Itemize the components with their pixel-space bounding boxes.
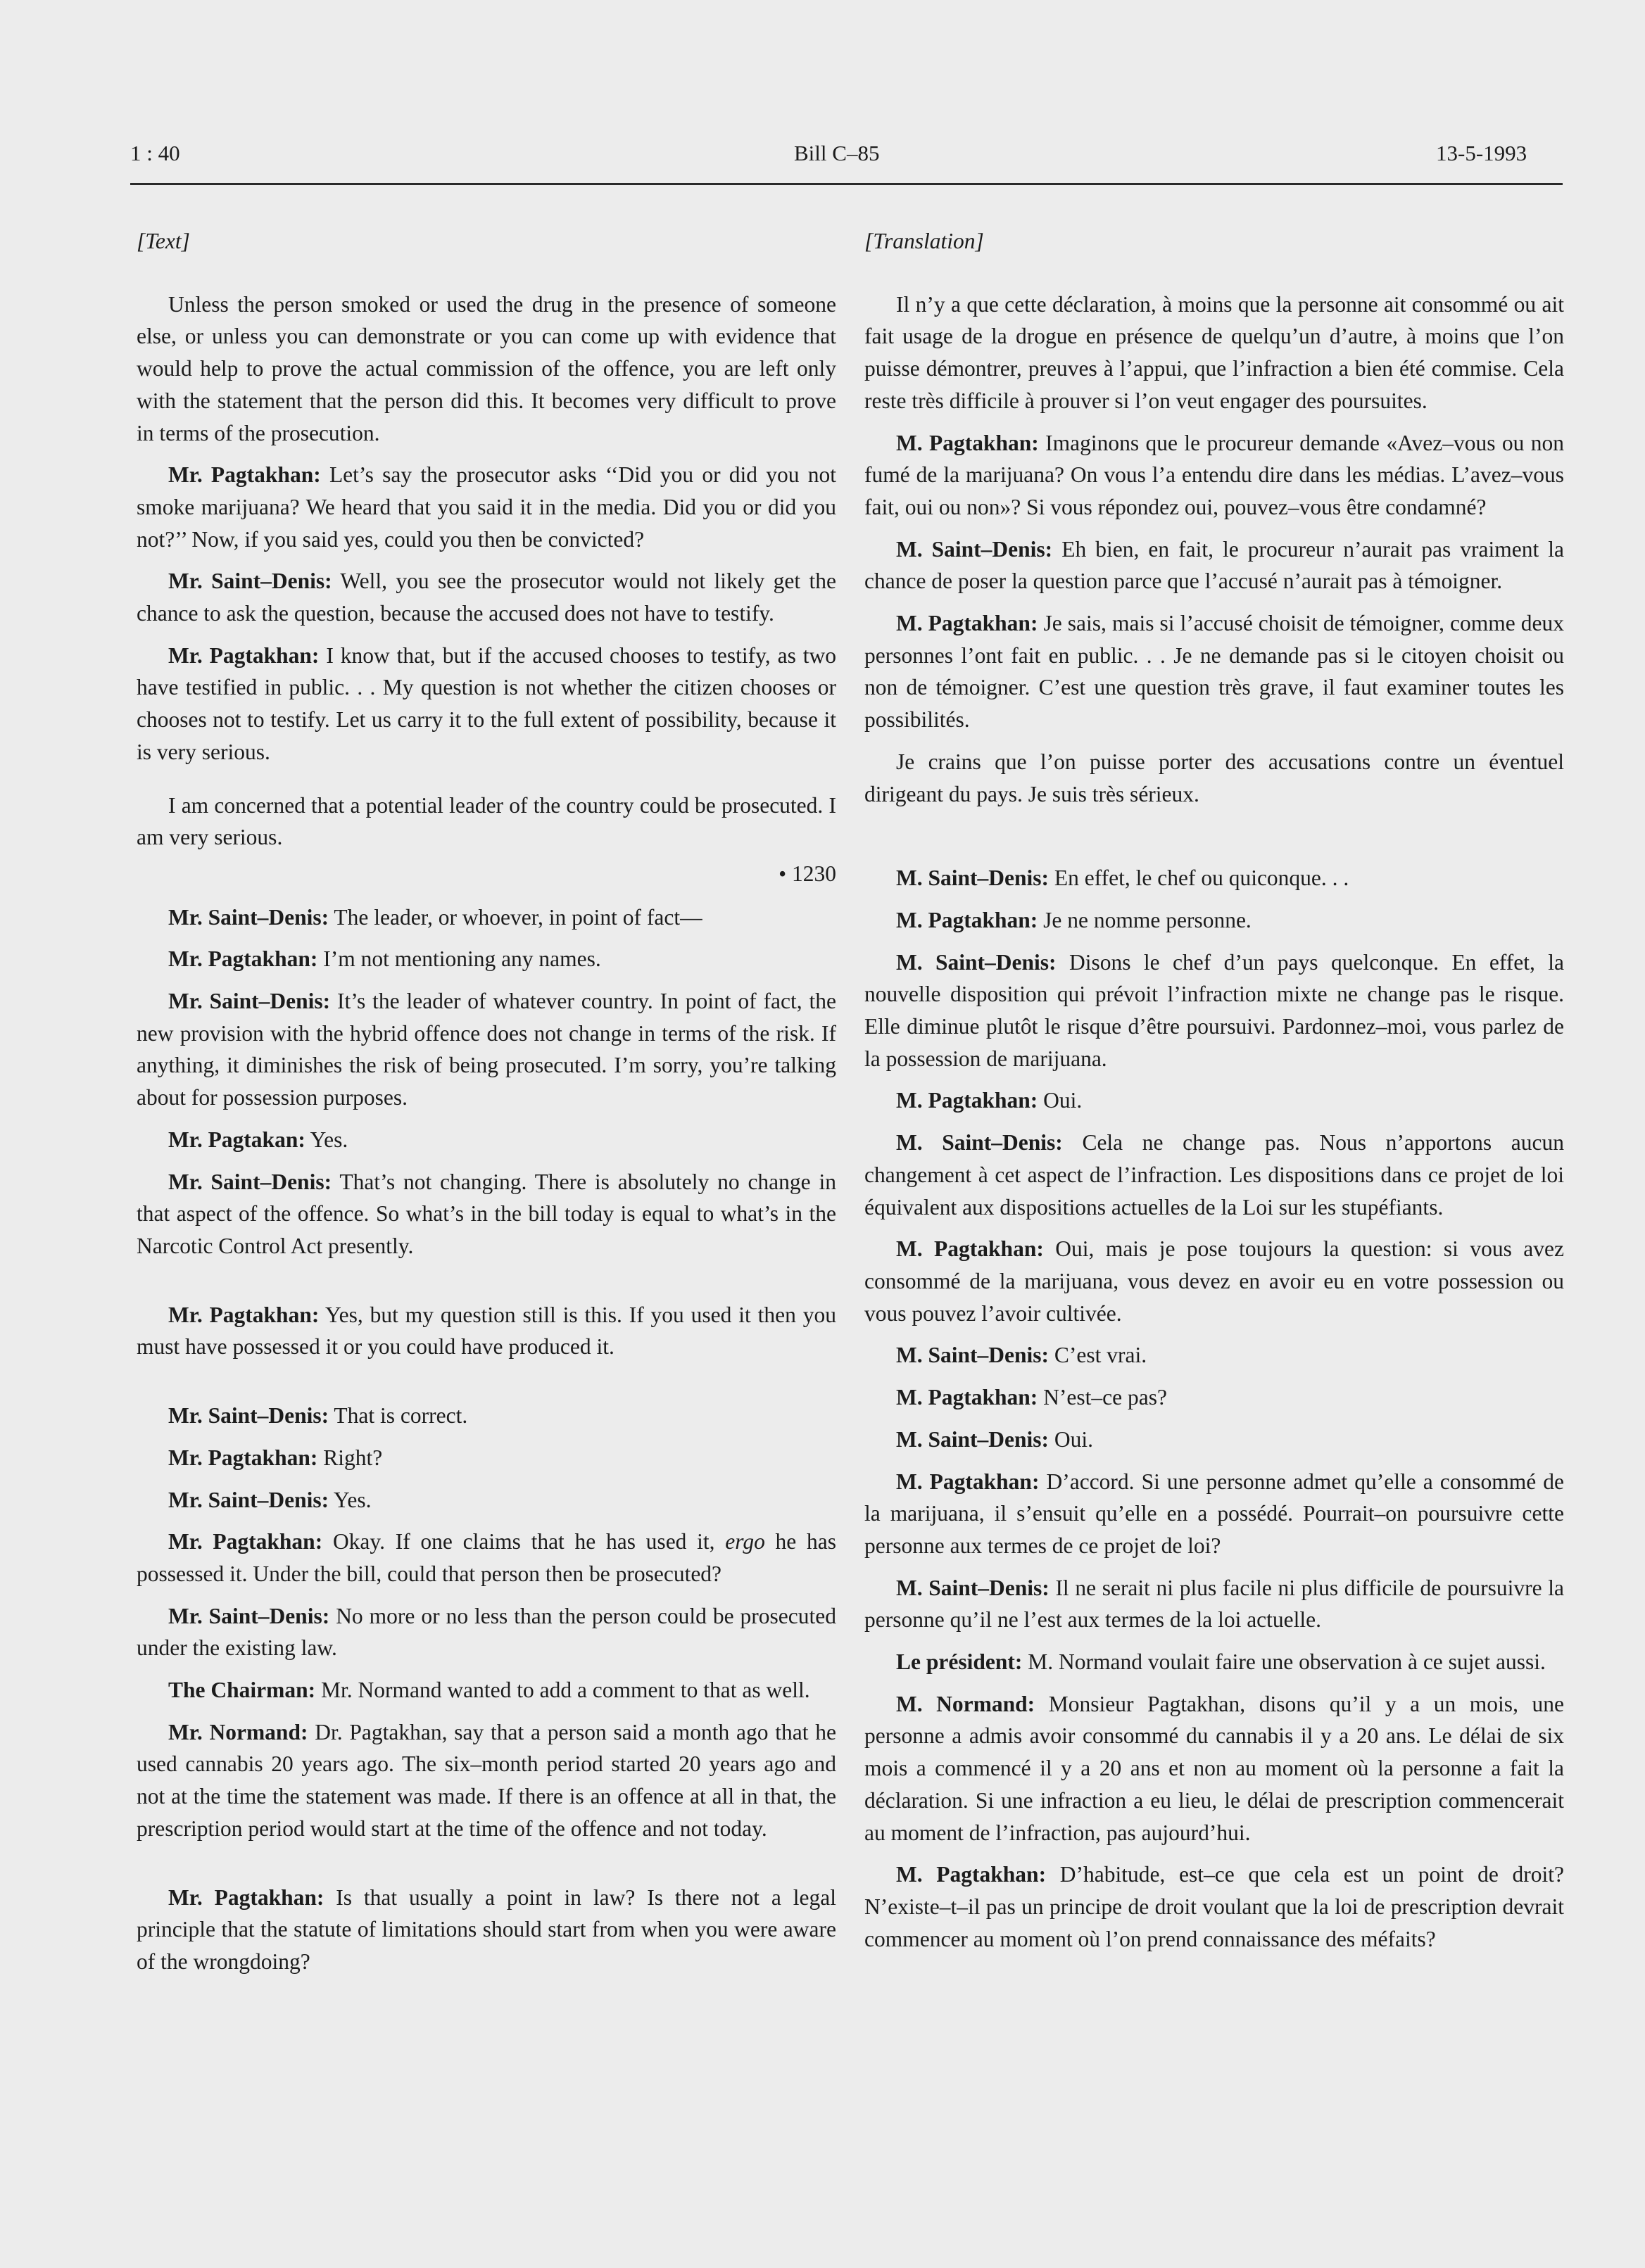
paragraph (137, 1484, 836, 1516)
speaker: M. Saint–Denis: (896, 1575, 1050, 1600)
speaker: Mr. Saint–Denis: (168, 1169, 332, 1194)
statement: Oui, mais je pose toujours la question: si vous avez consommé de la marijuana, vous devez en avoir eu en votre possession ou vous pouvez l’avoir cultivée. (864, 1236, 1564, 1326)
paragraph (864, 862, 1564, 894)
speaker: Mr. Pagtakhan: (168, 462, 321, 488)
page-date: 13-5-1993 (1436, 141, 1527, 165)
statement: Eh bien, en fait, le procureur n’aurait pas vraiment la chance de poser la question parce que l’accusé n’aurait pas à témoigner. (864, 536, 1564, 594)
statement: D’accord. Si une personne admet qu’elle a consommé de la marijuana, il s’ensuit qu’elle en a possédé. Pourrait–on poursuivre cette personne aux termes de ce projet de loi? (864, 1469, 1565, 1558)
speaker: M. Saint–Denis: (896, 949, 1057, 975)
paragraph (137, 1442, 836, 1474)
column-heading: [Translation] (864, 229, 984, 253)
paragraph (137, 985, 836, 1114)
statement: Disons le chef d’un pays quelconque. En effet, la nouvelle disposition qui prévoit l’infraction mixte ne change pas le risque. Elle diminue plutôt le risque d’être poursuivi. Pardonnez–moi, vous parlez de la possession de marijuana. (864, 949, 1564, 1071)
speaker: M. Saint–Denis: (896, 866, 1050, 891)
statement: Cela ne change pas. Nous n’apportons aucun changement à cet aspect de l’infraction. Les dispositions dans ce projet de loi équivalent aux dispositions actuelles de la Loi sur les stupéfiants. (864, 1130, 1564, 1219)
english-column (137, 225, 836, 1988)
statement: It’s the leader of whatever country. In point of fact, the new provision with the hybrid offence does not change in terms of the risk. If anything, it diminishes the risk of being prosecuted. I’m sorry, you’re talking about for possession purposes. (137, 989, 836, 1110)
statement: Let’s say the prosecutor asks ‘‘Did you or did you not smoke marijuana? We heard that you said it in the media. Did you or did you not?’’ Now, if you said yes, could you then be convicted? (137, 462, 836, 552)
statement: Il ne serait ni plus facile ni plus difficile de poursuivre la personne qu’il ne l’est aux termes de la loi actuelle. (864, 1575, 1564, 1633)
statement: M. Normand voulait faire une observation à ce sujet aussi. (1028, 1649, 1546, 1675)
paragraph (864, 1339, 1564, 1371)
time-marker: • 1230 (779, 861, 836, 886)
statement: The leader, or whoever, in point of fact— (334, 904, 702, 930)
paragraph (864, 533, 1564, 597)
statement: I know that, but if the accused chooses to testify, as two have testified in public. . . My question is not whether the citizen chooses or chooses not to testify. Let us carry it to the full extent of possibility, because it is very serious. (137, 642, 836, 764)
statement: I am concerned that a potential leader of the country could be prosecuted. I am very serious. (137, 792, 836, 850)
speaker: Le président: (896, 1649, 1023, 1675)
paragraph (137, 640, 836, 768)
speaker: M. Pagtakhan: (896, 1385, 1038, 1410)
statement: Oui. (1054, 1426, 1094, 1452)
paragraph (137, 1716, 836, 1845)
speaker: Mr. Pagtakan: (168, 1127, 305, 1152)
speaker: Mr. Pagtakhan: (168, 1884, 324, 1910)
statement: Okay. If one claims that he has used it, (332, 1529, 726, 1554)
spacer (137, 1373, 836, 1400)
paragraph (137, 459, 836, 555)
paragraph (137, 1124, 836, 1156)
paragraph (864, 1381, 1564, 1414)
speaker: Mr. Saint–Denis: (168, 989, 331, 1014)
speaker: Mr. Saint–Denis: (168, 904, 329, 930)
emphasis: ergo (725, 1529, 765, 1554)
paragraph (864, 946, 1564, 1075)
statement: I’m not mentioning any names. (323, 946, 601, 972)
speaker: Mr. Pagtakhan: (168, 1529, 323, 1554)
paragraph (864, 1127, 1564, 1223)
speaker: Mr. Saint–Denis: (168, 1487, 329, 1512)
statement: No more or no less than the person could be prosecuted under the existing law. (137, 1603, 836, 1661)
speaker: Mr. Pagtakhan: (168, 946, 318, 972)
speaker: M. Pagtakhan: (896, 907, 1038, 932)
speaker: Mr. Saint–Denis: (168, 1603, 330, 1628)
statement: That is correct. (334, 1403, 468, 1428)
spacer (137, 1855, 836, 1882)
paragraph (864, 1646, 1564, 1678)
speaker: Mr. Saint–Denis: (168, 1403, 329, 1428)
speaker: Mr. Pagtakhan: (168, 1302, 320, 1327)
speaker: M. Saint–Denis: (896, 1343, 1050, 1368)
statement: Right? (323, 1445, 383, 1470)
paragraph (864, 1233, 1564, 1329)
statement: Unless the person smoked or used the drug in the presence of someone else, or unless you can demonstrate or you can come up with evidence that would help to prove the actual commission of the offence, you are left only with the statement that the person did this. It becomes very difficult to prove in terms of the prosecution. (137, 291, 836, 445)
paragraph (864, 1572, 1564, 1636)
statement: Mr. Normand wanted to add a comment to that as well. (321, 1678, 810, 1703)
speaker: M. Pagtakhan: (896, 1088, 1038, 1113)
speaker: Mr. Saint–Denis: (168, 569, 332, 594)
paragraph (137, 289, 836, 450)
paragraph (137, 1166, 836, 1262)
speaker: M. Pagtakhan: (896, 1236, 1044, 1262)
speaker: M. Normand: (896, 1691, 1035, 1716)
statement: Imaginons que le procureur demande «Avez–vous ou non fumé de la marijuana? On vous l’a entendu dire dans les médias. L’avez–vous fait, oui ou non»? Si vous répondez oui, pouvez–vous être condamné? (864, 430, 1564, 519)
paragraph (137, 565, 836, 629)
paragraph (864, 1424, 1564, 1456)
statement: En effet, le chef ou quiconque. . . (1054, 866, 1349, 891)
paragraph (864, 289, 1564, 417)
paragraph (864, 607, 1564, 736)
speaker: The Chairman: (168, 1678, 316, 1703)
statement: Il n’y a que cette déclaration, à moins que la personne ait consommé ou ait fait usage de la drogue en présence de quelqu’un d’autre, à moins que l’on puisse démontrer, preuves à l’appui, que l’infraction a bien été commise. Cela reste très difficile à prouver si l’on veut engager des poursuites. (864, 291, 1564, 413)
paragraph (137, 1400, 836, 1432)
statement: That’s not changing. There is absolutely no change in that aspect of the offence. So what’s in the bill today is equal to what’s in the Narcotic Control Act presently. (137, 1169, 836, 1258)
statement: Je crains que l’on puisse porter des accusations contre un éventuel dirigeant du pays. Je suis très sérieux. (864, 749, 1564, 806)
statement: Yes, but my question still is this. If you used it then you must have possessed it or you could have produced it. (137, 1302, 836, 1360)
paragraph (864, 904, 1564, 937)
paragraph (137, 1882, 836, 1978)
page-number: 1 : 40 (130, 141, 180, 165)
paragraph (864, 427, 1564, 524)
speaker: M. Saint–Denis: (896, 1426, 1050, 1452)
statement: Yes. (333, 1487, 372, 1512)
speaker: Mr. Normand: (168, 1719, 308, 1744)
paragraph (137, 1674, 836, 1706)
paragraph (864, 746, 1564, 810)
statement: Well, you see the prosecutor would not likely get the chance to ask the question, because the accused does not have to testify. (137, 569, 836, 626)
statement: D’habitude, est–ce que cela est un point de droit? N’existe–t–il pas un principe de droit voulant que la loi de prescription devrait commencer au moment où l’on prend connaissance des méfaits? (864, 1862, 1564, 1951)
paragraph (864, 1858, 1564, 1955)
bill-title: Bill C–85 (794, 141, 880, 165)
speaker: M. Saint–Denis: (896, 536, 1053, 562)
paragraph (137, 1526, 836, 1590)
speaker: Mr. Pagtakhan: (168, 1445, 318, 1470)
column-heading: [Text] (137, 229, 190, 253)
paragraph (137, 1600, 836, 1664)
speaker: M. Pagtakhan: (896, 1469, 1040, 1494)
spacer (137, 1272, 836, 1299)
header-rule (130, 183, 1563, 185)
paragraph (137, 943, 836, 975)
statement: Yes. (310, 1127, 348, 1152)
speaker: Mr. Pagtakhan: (168, 642, 320, 668)
statement: Oui. (1043, 1088, 1083, 1113)
paragraph (137, 790, 836, 854)
statement: Je sais, mais si l’accusé choisit de témoigner, comme deux personnes l’ont fait en public. . . Je ne demande pas si le citoyen choisit ou non de témoigner. C’est une question très grave, il faut examiner toutes les possibilités. (864, 611, 1564, 733)
spacer (864, 820, 1564, 862)
speaker: M. Pagtakhan: (896, 1862, 1047, 1887)
statement: Je ne nomme personne. (1043, 907, 1252, 932)
paragraph (137, 1299, 836, 1363)
paragraph (864, 1084, 1564, 1117)
speaker: M. Pagtakhan: (896, 611, 1038, 636)
paragraph (137, 901, 836, 934)
statement: Dr. Pagtakhan, say that a person said a month ago that he used cannabis 20 years ago. The six–month period started 20 years ago and not at the time the statement was made. If there is an offence at all in that, the prescription period would start at the time of the offence and not today. (137, 1719, 837, 1841)
paragraph (864, 1688, 1564, 1849)
statement-continued: he has possessed it. Under the bill, could that person then be prosecuted? (137, 1529, 836, 1586)
statement: Is that usually a point in law? Is there not a legal principle that the statute of limitations should start from when you were aware of the wrongdoing? (137, 1884, 836, 1974)
statement: N’est–ce pas? (1043, 1385, 1167, 1410)
statement: C’est vrai. (1054, 1343, 1147, 1368)
speaker: M. Pagtakhan: (896, 430, 1039, 455)
statement: Monsieur Pagtakhan, disons qu’il y a un mois, une personne a admis avoir consommé du cannabis il y a 20 ans. Le délai de six mois a commencé il y a 20 ans et non au moment où la personne a fait la déclaration. Si une infraction a eu lieu, le délai de prescription commencerait au moment de l’infraction, pas aujourd’hui. (864, 1691, 1564, 1845)
speaker: M. Saint–Denis: (896, 1130, 1063, 1155)
french-column (864, 225, 1564, 1965)
paragraph (864, 1466, 1564, 1562)
